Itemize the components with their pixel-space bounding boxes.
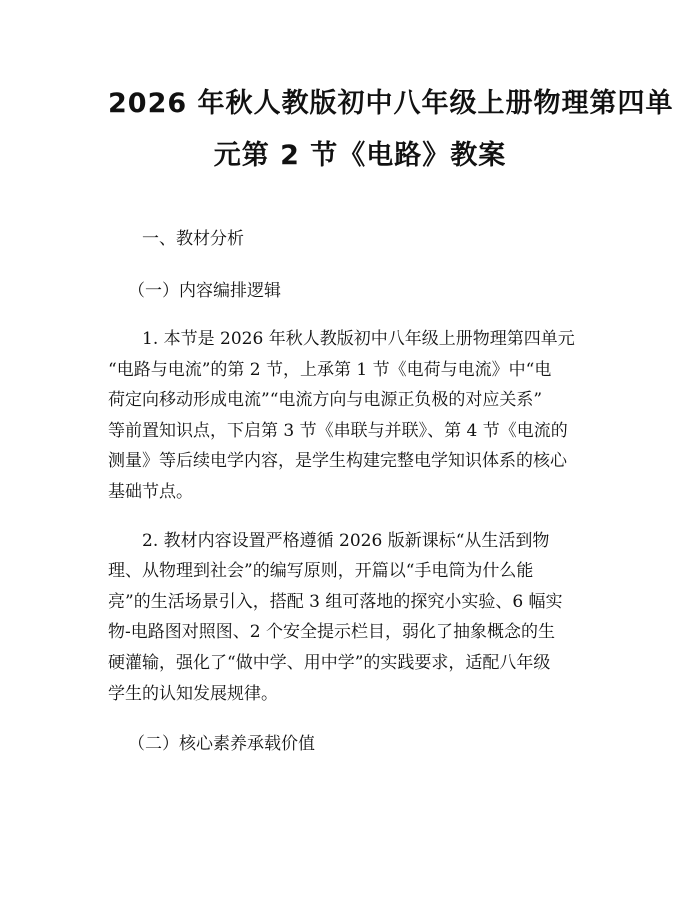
paragraph-2-line: 物-电路图对照图、2 个安全提示栏目，弱化了抽象概念的生 [108,622,555,643]
paragraph-1-line: “电路与电流”的第 2 节，上承第 1 节《电荷与电流》中“电 [108,359,552,380]
paragraph-1 [108,324,612,508]
paragraph-1-line: 等前置知识点，下启第 3 节《串联与并联》、第 4 节《电流的 [108,420,568,441]
paragraph-1-line: 荷定向移动形成电流”“电流方向与电源正负极的对应关系” [108,390,543,411]
paragraph-2-line: 理、从物理到社会”的编写原则，开篇以“手电筒为什么能 [108,561,534,582]
paragraph-1-line: 基础节点。 [108,481,193,502]
document-title [108,0,674,182]
title-line-2: 元第 2 节《电路》教案 [213,140,507,171]
subsection-heading-content-logic: （一）内容编排逻辑 [128,281,281,301]
paragraph-2-line: 2. 教材内容设置严格遵循 2026 版新课标“从生活到物 [142,530,550,551]
section-heading-textbook-analysis: 一、教材分析 [142,229,244,249]
paragraph-2-line: 硬灌输，强化了“做中学、用中学”的实践要求，适配八年级 [108,652,551,673]
subsection-heading-core-literacy: （二）核心素养承载价值 [128,734,315,755]
paragraph-2-line: 学生的认知发展规律。 [108,683,278,704]
title-line-1: 2026 年秋人教版初中八年级上册物理第四单 [108,88,674,119]
paragraph-2 [108,526,612,710]
paragraph-1-line: 1. 本节是 2026 年秋人教版初中八年级上册物理第四单元 [142,329,575,349]
paragraph-1-line: 测量》等后续电学内容，是学生构建完整电学知识体系的核心 [108,451,567,472]
paragraph-2-line: 亮”的生活场景引入，搭配 3 组可落地的探究小实验、6 幅实 [108,591,563,612]
